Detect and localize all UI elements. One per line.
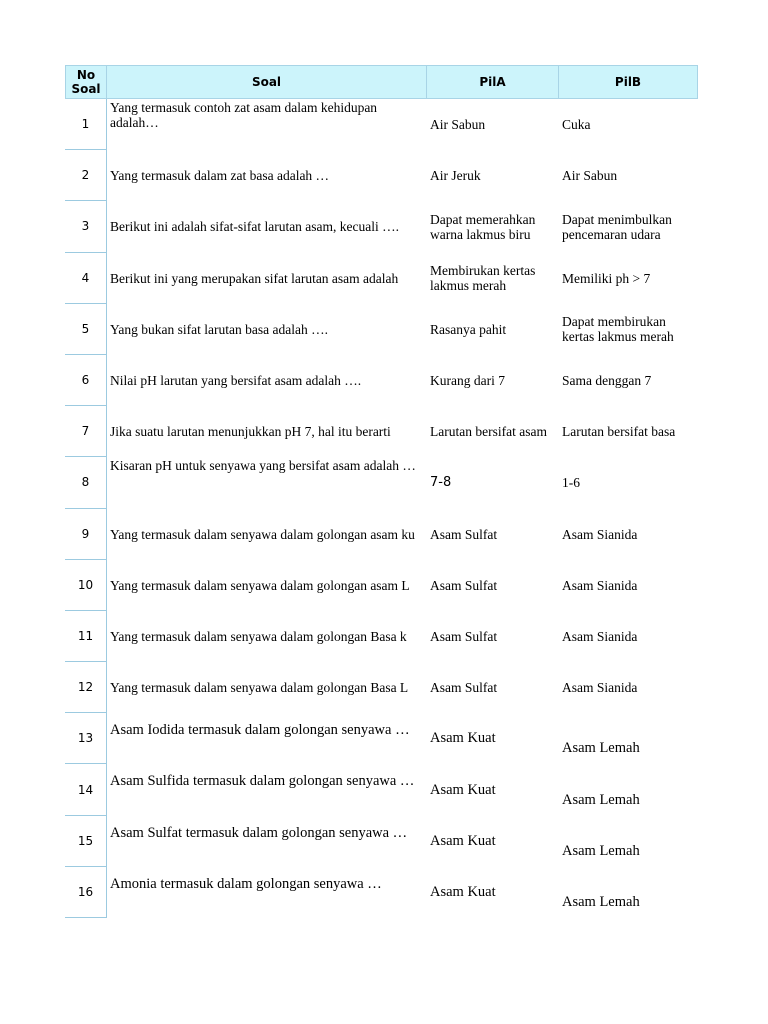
option-a: Asam Sulfat [430,577,498,593]
table-row [65,201,698,252]
option-a: Larutan bersifat asam [430,424,547,440]
table-row [65,867,698,918]
option-a: 7-8 [430,475,452,491]
row-number: 16 [65,867,107,918]
option-b: Asam Sianida [562,577,638,593]
table-row [65,150,698,201]
option-b: Memiliki ph > 7 [562,270,651,286]
row-number: 1 [65,99,107,150]
option-b: Asam Lemah [562,894,640,910]
option-b: Asam Sianida [562,526,638,542]
table-row [65,406,698,457]
question-text: Berikut ini yang merupakan sifat larutan asam adalah [110,270,399,286]
row-number: 4 [65,253,107,304]
table-row [65,662,698,713]
question-text: Asam Sulfat termasuk dalam golongan senyawa … [110,824,408,841]
header-soal: Soal [107,65,427,99]
row-number: 11 [65,611,107,662]
table-row [65,560,698,611]
option-a: Dapat memerahkan warna lakmus biru [430,211,536,242]
table-row [65,355,698,406]
table-row [65,611,698,662]
option-b: Dapat menimbulkan pencemaran udara [562,211,672,242]
option-a: Asam Kuat [430,781,496,798]
option-a: Asam Sulfat [430,526,498,542]
header-pila: PilA [427,65,559,99]
question-text: Asam Iodida termasuk dalam golongan senyawa … [110,722,410,739]
header-pilb: PilB [559,65,698,99]
row-number: 6 [65,355,107,406]
option-b: Asam Sianida [562,628,638,644]
row-number: 7 [65,406,107,457]
option-a: Rasanya pahit [430,321,507,337]
table-row [65,713,698,764]
question-text: Yang termasuk dalam zat basa adalah … [110,168,330,184]
row-number: 8 [65,457,107,508]
option-b: Asam Lemah [562,740,640,757]
question-text: Nilai pH larutan yang bersifat asam adalah …. [110,373,362,389]
table-row [65,304,698,355]
row-number: 14 [65,764,107,815]
question-text: Kisaran pH untuk senyawa yang bersifat asam adalah … [110,458,416,474]
option-a: Air Jeruk [430,168,481,184]
question-text: Yang termasuk contoh zat asam dalam kehidupan adalah… [110,100,378,130]
question-text: Yang bukan sifat larutan basa adalah …. [110,321,328,337]
question-text: Jika suatu larutan menunjukkan pH 7, hal itu berarti [110,424,391,440]
question-text: Amonia termasuk dalam golongan senyawa … [110,875,382,892]
row-number: 2 [65,150,107,201]
row-number: 12 [65,662,107,713]
option-b: Sama denggan 7 [562,373,652,389]
row-number: 9 [65,509,107,560]
row-number: 3 [65,201,107,252]
question-text: Yang termasuk dalam senyawa dalam golongan Basa k [110,628,407,644]
option-a: Air Sabun [430,117,486,133]
option-b: Cuka [562,117,591,133]
option-a: Asam Kuat [430,883,496,900]
option-a: Asam Sulfat [430,680,498,696]
option-b: 1-6 [562,475,580,491]
quiz-table [65,65,698,918]
option-b: Dapat membirukan kertas lakmus merah [562,314,674,345]
table-row [65,457,698,508]
table-row [65,816,698,867]
table-header [65,65,698,99]
row-number: 13 [65,713,107,764]
option-b: Asam Sianida [562,680,638,696]
question-text: Berikut ini adalah sifat-sifat larutan asam, kecuali …. [110,219,400,235]
header-no-soal: No Soal [65,65,107,99]
row-number: 10 [65,560,107,611]
option-b: Air Sabun [562,168,618,184]
option-a: Membirukan kertas lakmus merah [430,263,536,294]
question-text: Asam Sulfida termasuk dalam golongan senyawa … [110,773,415,790]
table-row [65,253,698,304]
option-a: Asam Kuat [430,730,496,747]
option-b: Asam Lemah [562,842,640,859]
row-number: 5 [65,304,107,355]
question-text: Yang termasuk dalam senyawa dalam golongan asam ku [110,526,415,542]
question-text: Yang termasuk dalam senyawa dalam golongan asam L [110,577,410,593]
question-text: Yang termasuk dalam senyawa dalam golongan Basa L [110,680,409,696]
table-row [65,764,698,815]
option-a: Asam Sulfat [430,628,498,644]
table-row [65,509,698,560]
option-a: Kurang dari 7 [430,373,505,389]
row-number: 15 [65,816,107,867]
option-b: Asam Lemah [562,791,640,808]
option-b: Larutan bersifat basa [562,424,676,440]
option-a: Asam Kuat [430,832,496,849]
table-row [65,99,698,150]
